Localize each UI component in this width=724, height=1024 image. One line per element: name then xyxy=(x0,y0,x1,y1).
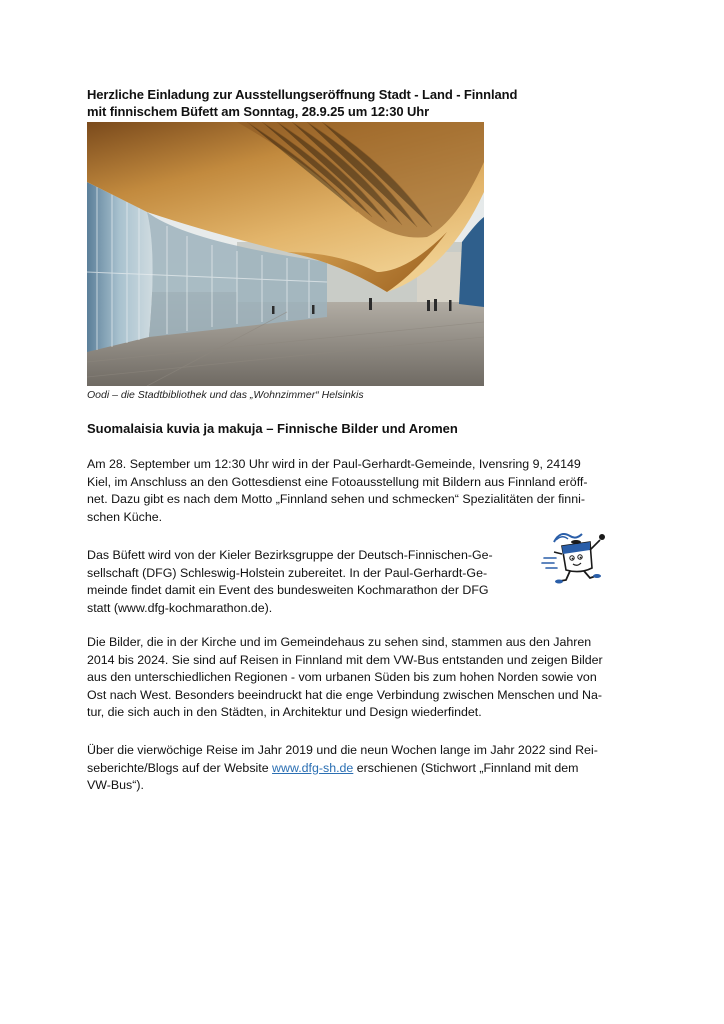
paragraph-line: Kiel, im Anschluss an den Gottesdienst eine Fotoausstellung mit Bildern aus Finnland eröff- xyxy=(87,474,588,489)
paragraph-line: Über die vierwöchige Reise im Jahr 2019 und die neun Wochen lange im Jahr 2022 sind Rei- xyxy=(87,743,598,757)
paragraph-line: Das Büfett wird von der Kieler Bezirksgruppe der Deutsch-Finnischen-Ge- xyxy=(87,548,493,562)
cooking-pot-mascot-icon xyxy=(540,528,610,586)
paragraph-line: sellschaft (DFG) Schleswig-Holstein zubereitet. In der Paul-Gerhardt-Ge- xyxy=(87,565,488,580)
text-before-link: seberichte/Blogs auf der Website xyxy=(87,760,273,775)
paragraph-line: Ost nach West. Besonders beeindruckt hat die enge Verbindung zwischen Menschen und Na- xyxy=(87,687,602,702)
paragraph-event-details xyxy=(87,456,647,526)
paragraph-line: aus den unterschiedlichen Regionen - vom urbanen Süden bis zum hohen Norden sowie von xyxy=(87,670,597,685)
paragraph-line: Die Bilder, die in der Kirche und im Gemeindehaus zu sehen sind, stammen aus den Jahren xyxy=(87,635,592,649)
heading-line-2: mit finnischem Büfett am Sonntag, 28.9.25 um 12:30 Uhr xyxy=(87,104,430,119)
section-subheading: Suomalaisia kuvia ja makuja – Finnische Bilder und Aromen xyxy=(87,421,458,436)
photo-caption: Oodi – die Stadtbibliothek und das „Wohnzimmer“ Helsinkis xyxy=(87,389,364,401)
heading-line-1: Herzliche Einladung zur Ausstellungseröffnung Stadt - Land - Finnland xyxy=(87,87,518,102)
invitation-heading xyxy=(87,86,647,120)
paragraph-exhibition xyxy=(87,634,647,722)
paragraph-line: VW-Bus“). xyxy=(87,778,144,793)
paragraph-line: schen Küche. xyxy=(87,509,163,524)
oodi-library-photo xyxy=(87,122,484,386)
text-after-link: erschienen (Stichwort „Finnland mit dem xyxy=(353,760,579,775)
paragraph-line: tur, die sich auch in den Städten, in Architektur und Design wiederfindet. xyxy=(87,705,482,720)
paragraph-line xyxy=(87,760,647,778)
paragraph-line: 2014 bis 2024. Sie sind auf Reisen in Finnland mit dem VW-Bus entstanden und zeigen Bilder xyxy=(87,652,603,667)
paragraph-line: statt (www.dfg-kochmarathon.de). xyxy=(87,600,273,615)
paragraph-travel-blogs xyxy=(87,742,647,795)
paragraph-line: meinde findet damit ein Event des bundesweiten Kochmarathon der DFG xyxy=(87,583,489,598)
paragraph-line: net. Dazu gibt es nach dem Motto „Finnland sehen und schmecken“ Spezialitäten der finni- xyxy=(87,492,585,507)
paragraph-buffet xyxy=(87,547,527,617)
paragraph-line: Am 28. September um 12:30 Uhr wird in der Paul-Gerhardt-Gemeinde, Ivensring 9, 24149 xyxy=(87,457,581,471)
website-link[interactable]: www.dfg-sh.de xyxy=(272,760,354,775)
